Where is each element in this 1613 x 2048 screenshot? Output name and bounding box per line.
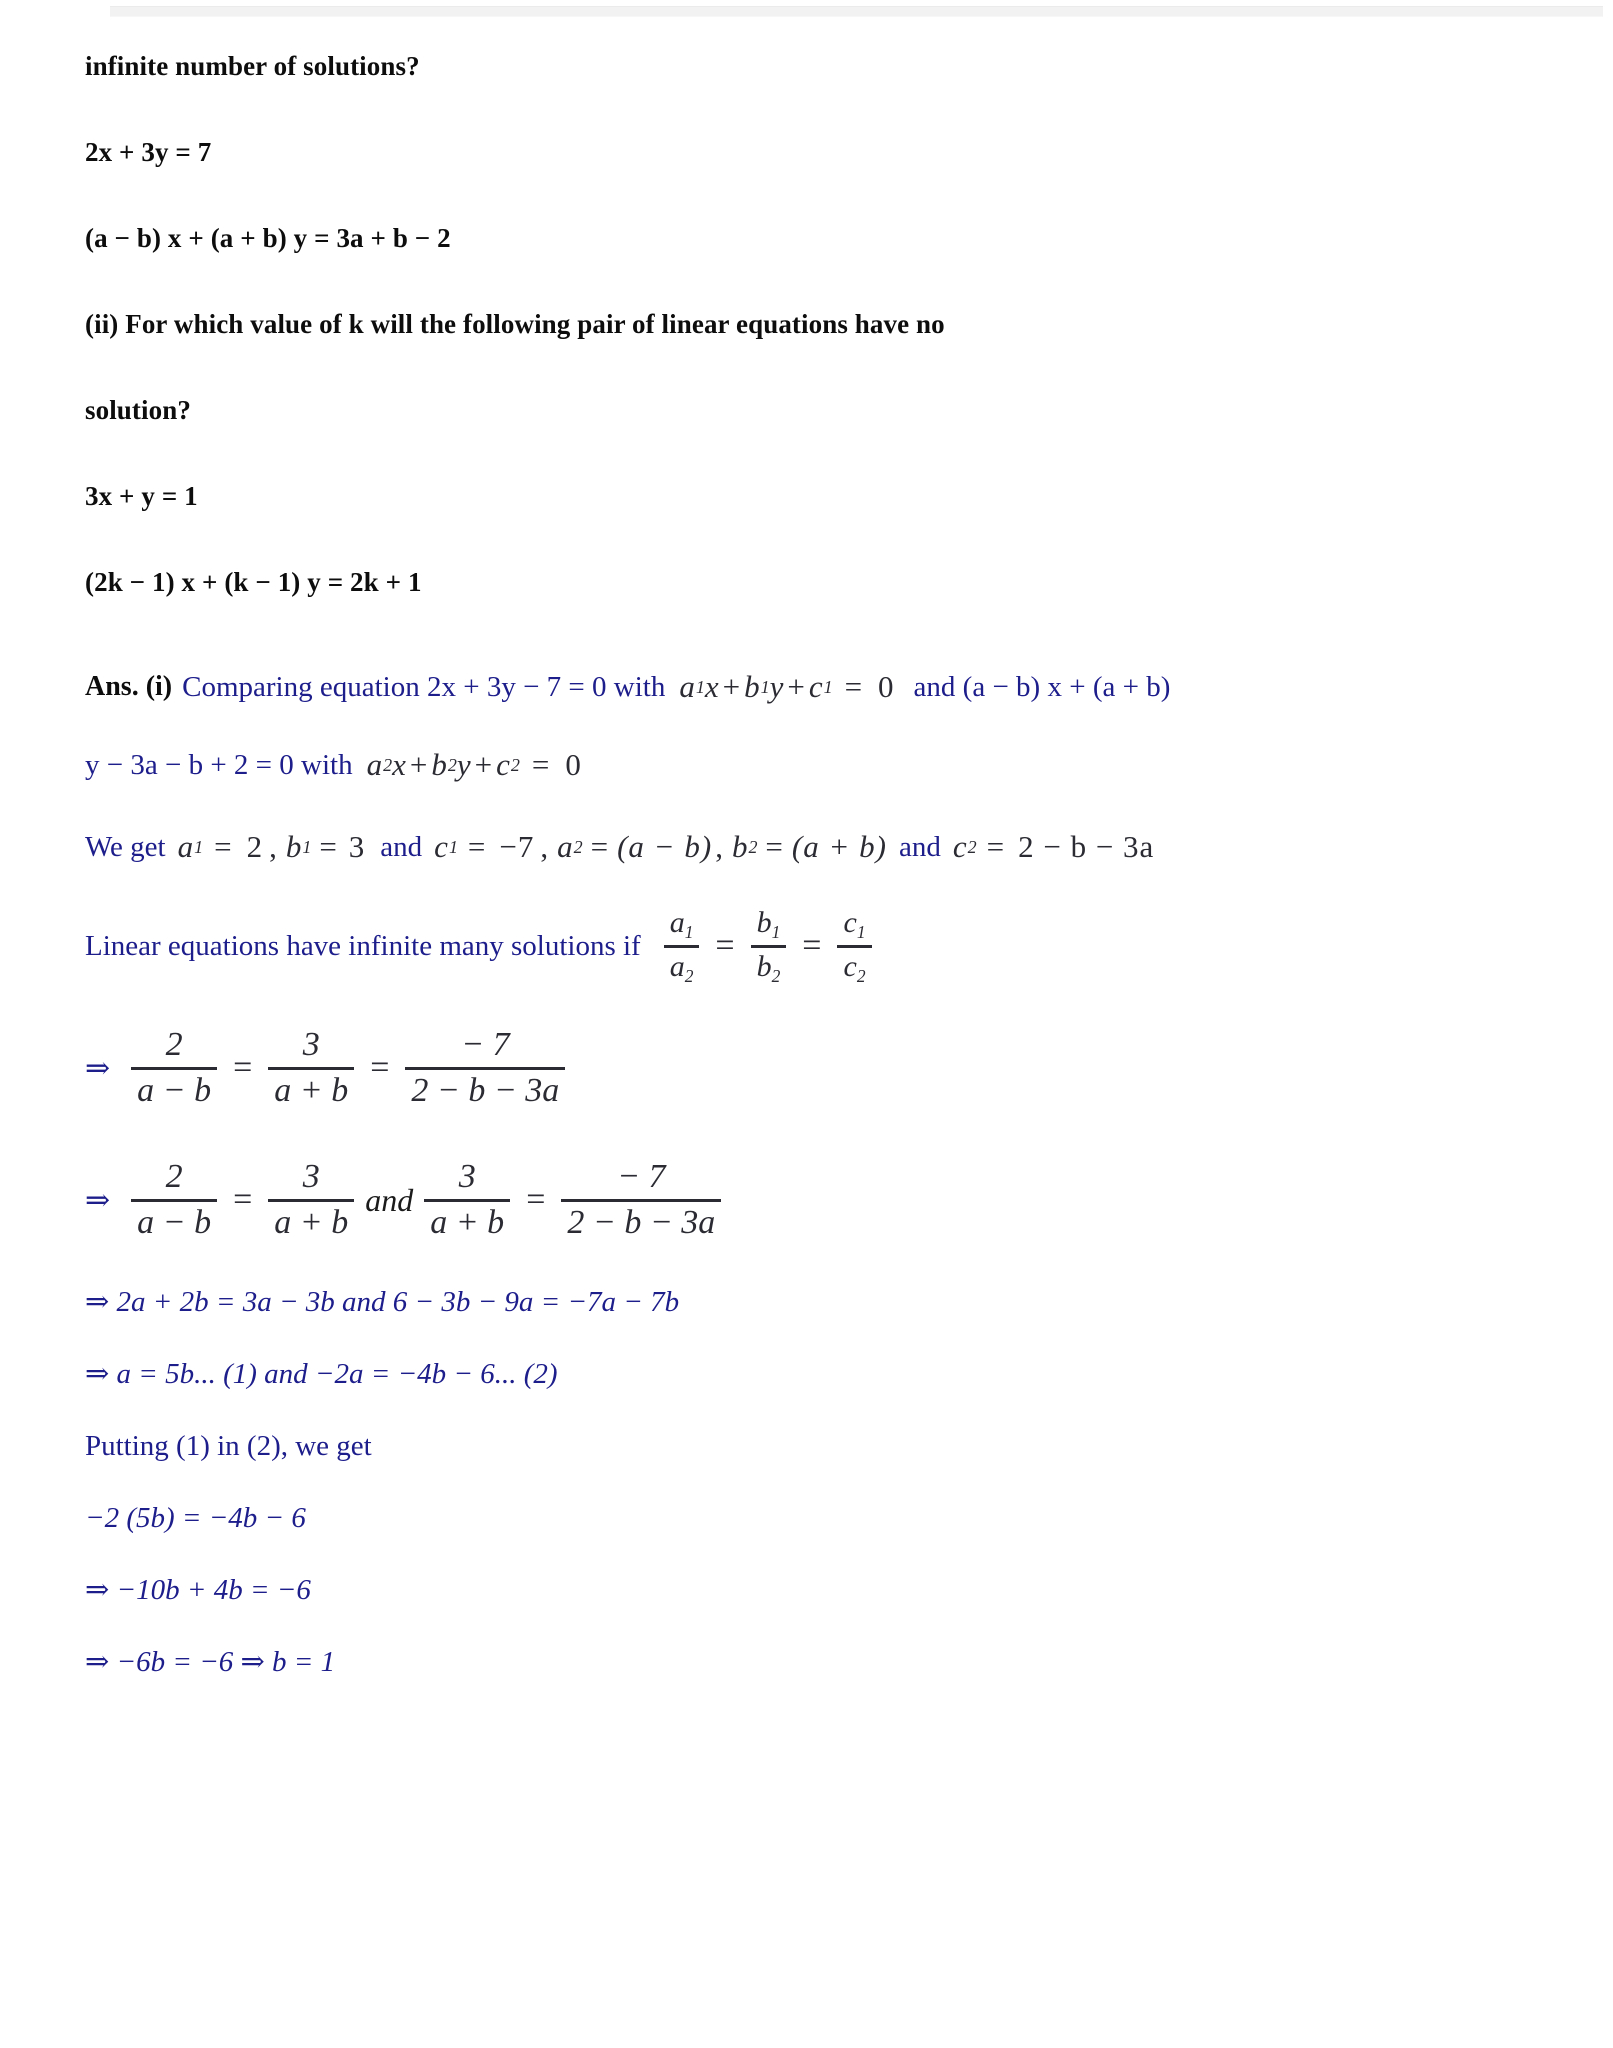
answer-intro-text: Comparing equation 2x + 3y − 7 = 0 with — [182, 671, 666, 703]
ratio-a1-a2: $\frac{a_1}{a_2}$ — [664, 907, 700, 986]
implies-arrow: ⇒ — [85, 1051, 111, 1085]
answer-label: Ans. (i) — [85, 671, 173, 702]
we-get-values-2: c 1 = −7 , a 2 = (a − b) , b 2 = (a + b) — [434, 829, 887, 864]
step2-equals-2: = — [526, 1181, 546, 1218]
ratio-b1-b2: $\frac{b_1}{b_2}$ — [751, 907, 787, 986]
fraction-bar — [837, 945, 871, 948]
answer-intro-text-3: y − 3a − b + 2 = 0 with — [85, 749, 353, 781]
general-equation-2: a 2 x + b 2 y + c 2 = 0 — [366, 747, 582, 782]
question-equation-3: 3x + y = 1 — [85, 481, 198, 511]
ratio-c1-c2: $\frac{c_1}{c_2}$ — [837, 907, 871, 986]
step1-fraction-3: $\frac{- 7}{2 - b - 3a}$ — [405, 1027, 565, 1109]
question-equation-1: 2x + 3y = 7 — [85, 137, 212, 167]
fraction-bar — [131, 1067, 217, 1070]
ratio-equals-2: = — [802, 927, 822, 964]
question-part-ii-continued: solution? — [85, 395, 191, 425]
we-get-and-2: and — [898, 831, 941, 863]
step2-fraction-4: $\frac{- 7}{2 - b - 3a}$ — [561, 1159, 721, 1241]
step-8-line — [85, 1626, 1573, 1698]
step1-fraction-2: $\frac{3}{a + b}$ — [268, 1027, 354, 1109]
answer-condition-line — [85, 890, 1573, 1002]
step2-and-separator: and — [365, 1181, 414, 1218]
step-7-text: ⇒ −10b + 4b = −6 — [85, 1574, 311, 1606]
fraction-bar — [268, 1199, 354, 1202]
step-4-text: ⇒ a = 5b... (1) and −2a = −4b − 6... (2) — [85, 1358, 558, 1390]
question-equation-2: (a − b) x + (a + b) y = 3a + b − 2 — [85, 223, 451, 253]
fraction-bar — [405, 1067, 565, 1070]
fraction-bar — [664, 945, 700, 948]
general-equation-1: a 1 x + b 1 y + c 1 = 0 — [679, 669, 895, 704]
step1-equals-1: = — [233, 1049, 253, 1086]
step2-fraction-2: $\frac{3}{a + b}$ — [268, 1159, 354, 1241]
top-divider-rule — [110, 6, 1603, 17]
answer-intro-line-2 — [85, 726, 1573, 804]
question-line-infinite-solutions: infinite number of solutions? — [85, 51, 420, 81]
step-3-line — [85, 1266, 1573, 1338]
answer-intro-text-2: and (a − b) x + (a + b) — [913, 671, 1171, 703]
fraction-bar — [424, 1199, 510, 1202]
implies-arrow: ⇒ — [85, 1183, 111, 1217]
fraction-bar — [131, 1199, 217, 1202]
answer-we-get-line — [85, 804, 1573, 890]
step-7-line — [85, 1554, 1573, 1626]
page-content — [85, 46, 1573, 1698]
step-5-text: Putting (1) in (2), we get — [85, 1430, 372, 1462]
step-2-display — [85, 1134, 1573, 1266]
we-get-label: We get — [85, 831, 166, 863]
step-8-text: ⇒ −6b = −6 ⇒ b = 1 — [85, 1646, 336, 1678]
step-6-text: −2 (5b) = −4b − 6 — [85, 1502, 306, 1534]
we-get-values: a 1 = 2 , b 1 = 3 — [177, 829, 366, 864]
step-5-line — [85, 1410, 1573, 1482]
step-1-display — [85, 1002, 1573, 1134]
step2-equals-1: = — [233, 1181, 253, 1218]
condition-text: Linear equations have infinite many solutions if — [85, 930, 641, 962]
step1-equals-2: = — [370, 1049, 390, 1086]
question-equation-4: (2k − 1) x + (k − 1) y = 2k + 1 — [85, 567, 422, 597]
step-3-text: ⇒ 2a + 2b = 3a − 3b and 6 − 3b − 9a = −7a − 7b — [85, 1286, 680, 1318]
fraction-bar — [561, 1199, 721, 1202]
fraction-bar — [751, 945, 787, 948]
we-get-values-3: c 2 = 2 − b − 3a — [952, 829, 1155, 864]
step-6-line — [85, 1482, 1573, 1554]
step1-fraction-1: $\frac{2}{a - b}$ — [131, 1027, 217, 1109]
step2-fraction-3: $\frac{3}{a + b}$ — [424, 1159, 510, 1241]
fraction-bar — [268, 1067, 354, 1070]
answer-intro-line-1 — [85, 648, 1573, 726]
step-4-line — [85, 1338, 1573, 1410]
we-get-and-1: and — [380, 831, 423, 863]
ratio-equals-1: = — [715, 927, 735, 964]
step2-fraction-1: $\frac{2}{a - b}$ — [131, 1159, 217, 1241]
question-part-ii: (ii) For which value of k will the following pair of linear equations have no — [85, 309, 945, 339]
